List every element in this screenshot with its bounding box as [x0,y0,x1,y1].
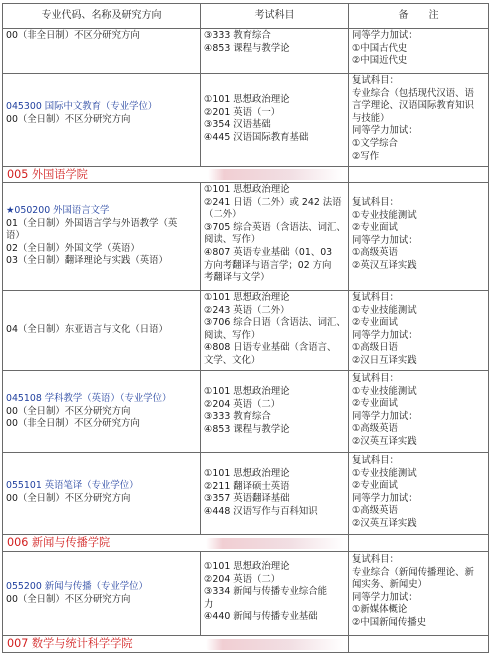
remarks-cell: 同等学力加试： ①中国古代史 ②中国近代史 [352,30,418,67]
remarks-cell: 复试科目： ①专业技能测试 ②专业面试 同等学力加试： ①高级英语 ②汉英互译实践 [352,373,418,447]
college-row [2,535,489,552]
remarks-cell: 复试科目： ①专业技能测试 ②专业面试 同等学力加试： ①高级英语 ②英汉互译实践 [352,197,418,271]
remarks-cell: 复试科目： ①专业技能测试 ②专业面试 同等学力加试： ①高级英语 ②汉英互译实践 [352,455,418,529]
major-title: 055101 英语笔译（专业学位） [6,480,139,491]
remarks-cell: 复试科目： 专业综合（新闻传播理论、新 闻实务、新闻史） 同等学力加试： ①新媒体概论 ②中国新闻传播史 [352,554,474,628]
redacted-area [208,169,343,180]
table-row [2,183,489,291]
college-name: 005 外国语学院 [7,168,88,181]
major-title: 055200 新闻与传播（专业学位） [6,581,148,592]
exam-cell: ①101 思想政治理论 ②201 英语（一） ③354 汉语基础 ④445 汉语国际教育基础 [204,94,309,143]
header-major: 专业代码、名称及研究方向 [41,10,162,21]
table-header [2,3,489,29]
exam-cell: ①101 思想政治理论 ②204 英语（二） ③333 教育综合 ④853 课程与教学论 [204,386,290,435]
exam-cell: ③333 教育综合 ④853 课程与教学论 [204,30,290,54]
header-exam-subjects: 考试科目 [254,10,295,21]
table-row [2,453,489,535]
major-cell: 045108 学科教学（英语）（专业学位） 00（全日制）不区分研究方向 00（非全日制）不区分研究方向 [6,371,198,452]
redacted-area [206,538,344,549]
table-row [2,552,489,636]
header-remarks: 备 注 [398,10,439,21]
college-name: 006 新闻与传播学院 [7,536,111,549]
table-row [2,371,489,453]
major-title: ★050200 外国语言文学 [6,205,110,216]
remarks-cell: 复试科目： 专业综合（包括现代汉语、语 言学理论、汉语国际教育知识 与技能） 同等学力加试： ①文学综合 ②写作 [352,75,474,162]
exam-cell: ①101 思想政治理论 ②241 日语（二外）或 242 法语 （二外） ③705 综合英语（含语法、词汇、 阅读、写作） ④807 英语专业基础（01、03 方向考翻译与语言学；02 方向 考翻译与文学） [204,184,346,284]
table-row [2,291,489,371]
exam-cell: ①101 思想政治理论 ②211 翻译硕士英语 ③357 英语翻译基础 ④448 汉语写作与百科知识 [204,468,318,517]
exam-cell: ①101 思想政治理论 ②204 英语（二） ③334 新闻与传播专业综合能 力 ④440 新闻与传播专业基础 [204,561,328,623]
major-title: 045108 学科教学（英语）（专业学位） [6,393,172,404]
major-cell: ★050200 外国语言文学 01（全日制）外国语言学与外语教学（英 语） 02（全日制）外国文学（英语） 03（全日制）翻译理论与实践（英语） [6,183,198,290]
table-row [2,74,489,167]
college-row [2,167,489,183]
exam-cell: ①101 思想政治理论 ②243 英语（二外） ③706 综合日语（含语法、词汇、 阅读、写作） ④808 日语专业基础（含语言、 文学、文化） [204,292,346,366]
major-cell: 055200 新闻与传播（专业学位） 00（全日制）不区分研究方向 [6,552,198,635]
major-cell: 04（全日制）东亚语言与文化（日语） [6,324,168,335]
remarks-cell: 复试科目： ①专业技能测试 ②专业面试 同等学力加试： ①高级日语 ②汉日互译实践 [352,292,418,366]
college-name: 007 数学与统计科学学院 [7,637,133,650]
redacted-area [206,639,344,650]
major-title: 045300 国际中文教育（专业学位） [6,101,158,112]
major-cell: 055101 英语笔译（专业学位） 00（全日制）不区分研究方向 [6,453,198,534]
major-cell: 00（非全日制）不区分研究方向 [6,30,140,41]
major-cell: 045300 国际中文教育（专业学位） 00（全日制）不区分研究方向 [6,74,198,166]
table-row [2,29,489,74]
college-row [2,636,489,653]
